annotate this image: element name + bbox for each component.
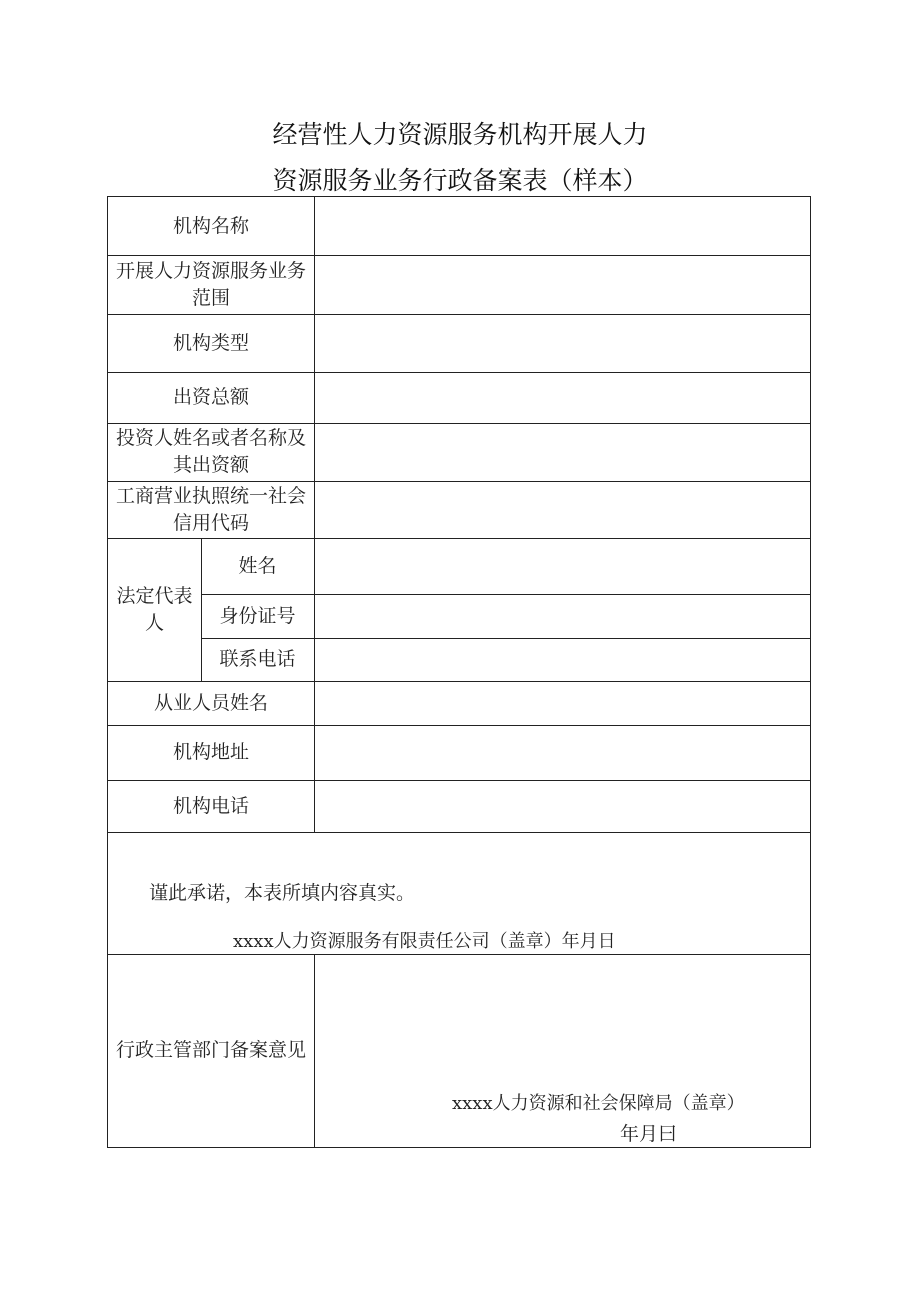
org-type-field[interactable]	[314, 314, 810, 372]
label-legal-rep-id: 身份证号	[219, 604, 296, 627]
label-org-phone: 机构电话	[172, 794, 249, 817]
label-org-type: 机构类型	[172, 331, 249, 354]
authority-date: 年月曰	[620, 1123, 678, 1145]
authority-seal-line: xxxx人力资源和社会保障局（盖章）	[452, 1093, 745, 1114]
filing-opinion-field[interactable]	[314, 954, 810, 1147]
credit-code-field[interactable]	[314, 481, 810, 538]
staff-names-field[interactable]	[314, 681, 810, 725]
label-org-name: 机构名称	[172, 214, 249, 237]
label-filing-opinion: 行政主管部门备案意见	[115, 1039, 306, 1061]
form-title-line-1: 经营性人力资源服务机构开展人力	[272, 120, 648, 149]
row-divider	[108, 832, 810, 833]
label-investor: 投资人姓名或者名称及其出资额	[115, 427, 306, 476]
org-phone-field[interactable]	[314, 780, 810, 832]
label-staff-names: 从业人员姓名	[153, 691, 268, 714]
total-capital-field[interactable]	[314, 372, 810, 423]
legal-rep-phone-field[interactable]	[314, 638, 810, 681]
label-credit-code: 工商营业执照统一社会信用代码	[115, 484, 306, 534]
filing-form-table	[107, 196, 811, 1148]
pledge-statement: 谨此承诺，本表所填内容真实。	[149, 882, 416, 904]
legal-rep-name-field[interactable]	[314, 538, 810, 594]
service-scope-field[interactable]	[314, 255, 810, 314]
org-address-field[interactable]	[314, 725, 810, 780]
investor-field[interactable]	[314, 423, 810, 481]
label-total-capital: 出资总额	[172, 386, 249, 408]
label-org-address: 机构地址	[172, 741, 249, 763]
form-title-line-2: 资源服务业务行政备案表（样本）	[272, 166, 648, 195]
label-legal-rep-phone: 联系电话	[219, 648, 296, 670]
org-name-field[interactable]	[314, 197, 810, 255]
pledge-signature: xxxx人力资源服务有限责任公司（盖章）年月日	[233, 931, 616, 952]
label-service-scope: 开展人力资源服务业务范围	[115, 259, 306, 309]
label-legal-representative: 法定代表人	[116, 584, 193, 634]
label-legal-rep-name: 姓名	[238, 554, 277, 577]
legal-rep-id-field[interactable]	[314, 594, 810, 638]
